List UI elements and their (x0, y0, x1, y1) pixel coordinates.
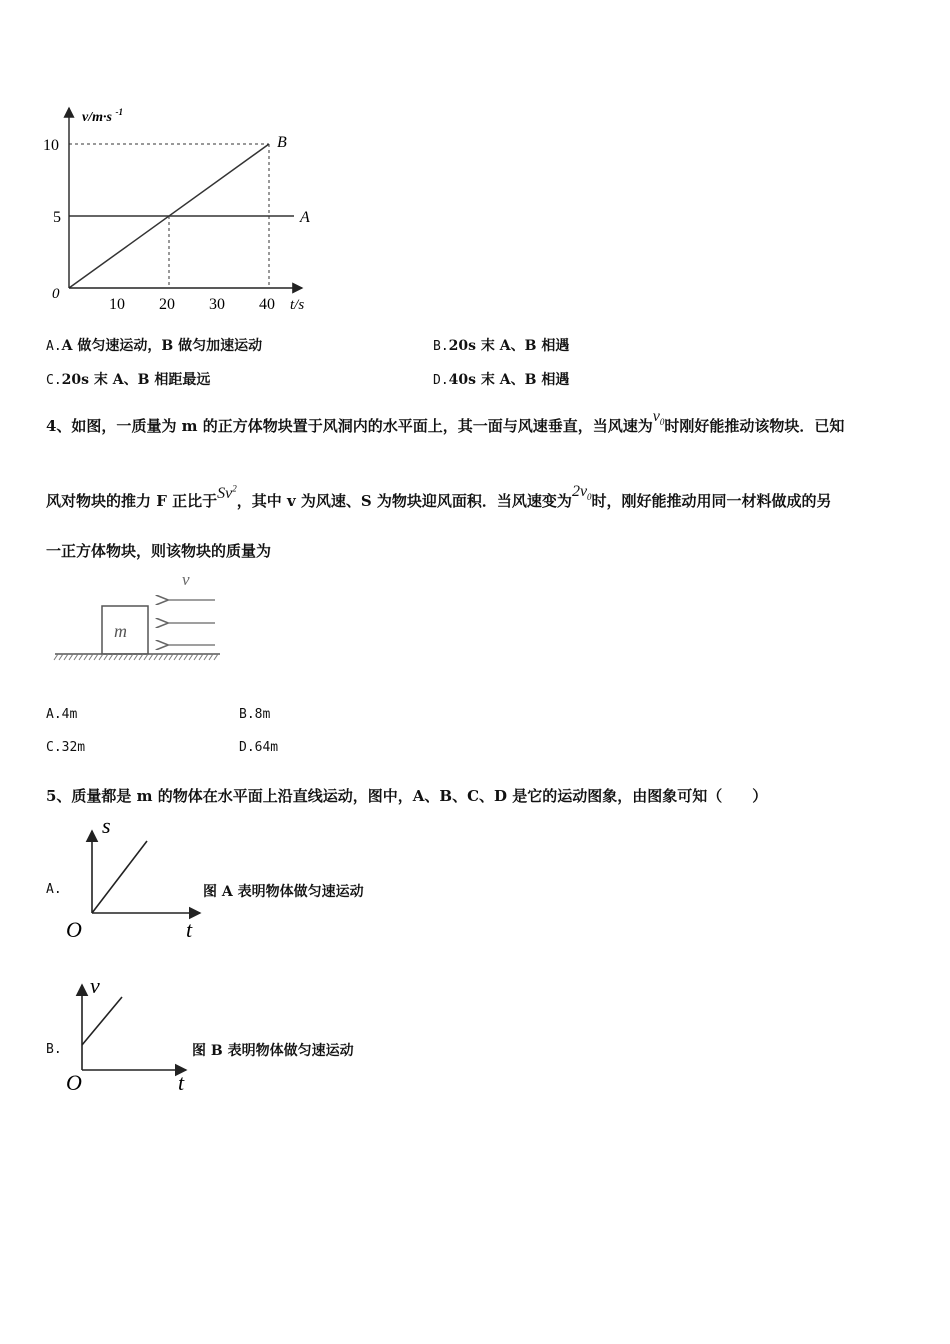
v0-symbol: $v_0$ (652, 408, 665, 428)
s-axis-label: s (102, 815, 111, 838)
x-axis-label: t/s (290, 297, 305, 313)
sv2-symbol: Sv$^2$ (217, 483, 237, 502)
q5-option-b-label[interactable]: B. (46, 1042, 62, 1057)
q3-option-a[interactable]: A.A 做匀速运动，B 做匀加速运动 (46, 338, 263, 354)
q4-option-c[interactable]: C.32m (46, 740, 86, 755)
ground-hatch (69, 654, 73, 660)
series-label-A: A (300, 209, 310, 226)
q4-option-d[interactable]: D.64m (239, 740, 279, 755)
ground-hatch (164, 654, 168, 660)
v-t-graph (62, 975, 202, 1095)
q5-stem: 5、质量都是 m 的物体在水平面上沿直线运动，图中，A、B、C、D 是它的运动图象，由图象可知（ ） (46, 787, 768, 805)
ground-hatch (134, 654, 138, 660)
origin-label: O (66, 1070, 82, 1095)
ground-hatch (144, 654, 148, 660)
ground-hatch (154, 654, 158, 660)
v-t-line (82, 997, 122, 1045)
ground-hatch (209, 654, 213, 660)
y-tick-label: 10 (43, 137, 59, 154)
s-t-line (92, 841, 147, 913)
ground-hatch (104, 654, 108, 660)
wind-block-figure (50, 568, 225, 666)
ground-hatch (169, 654, 173, 660)
q5-option-a-text: 图 A 表明物体做匀速运动 (203, 884, 364, 900)
q3-option-b[interactable]: B.20s 末 A、B 相遇 (433, 338, 570, 354)
origin-label: 0 (52, 286, 60, 302)
q4-stem-line3: 一正方体物块，则该物块的质量为 (46, 542, 272, 560)
origin-label: O (66, 917, 82, 942)
ground-hatch (64, 654, 68, 660)
y-tick-label: 5 (53, 209, 61, 226)
q4-option-b[interactable]: B.8m (239, 707, 271, 722)
ground-hatch (74, 654, 78, 660)
ground-hatch (204, 654, 208, 660)
ground-hatch (99, 654, 103, 660)
ground-hatch (159, 654, 163, 660)
ground-hatch (179, 654, 183, 660)
ground-hatch (194, 654, 198, 660)
ground-hatch (84, 654, 88, 660)
ground-hatch (139, 654, 143, 660)
t-axis-label: t (186, 917, 193, 942)
x-tick-label: 20 (159, 296, 175, 313)
y-axis-label: v/m·s $^{-1}$ (82, 107, 123, 125)
x-tick-label: 10 (109, 296, 125, 313)
block-mass-label: m (114, 621, 127, 641)
v-axis-label: v (90, 975, 100, 998)
ground-hatch (124, 654, 128, 660)
ground-hatch (184, 654, 188, 660)
ground-hatch (114, 654, 118, 660)
q4-option-a[interactable]: A.4m (46, 707, 78, 722)
q4-stem-line1: 4、如图，一质量为 m 的正方体物块置于风洞内的水平面上，其一面与风速垂直，当风速为$v_0$时刚好能推动该物块．已知 (46, 408, 845, 435)
ground-hatch (94, 654, 98, 660)
series-label-B: B (277, 134, 287, 151)
wind-speed-label: v (182, 570, 190, 589)
ground-hatch (119, 654, 123, 660)
q3-option-d[interactable]: D.40s 末 A、B 相遇 (433, 372, 570, 388)
ground-hatch (89, 654, 93, 660)
2v0-symbol: $2v_0$ (571, 483, 592, 503)
q4-stem-line2: 风对物块的推力 F 正比于Sv$^2$，其中 v 为风速、S 为物块迎风面积．当风速变为$2v_0$时，刚好能推动用同一材料做成的另 (46, 483, 832, 510)
ground-hatch (174, 654, 178, 660)
ground-hatch (149, 654, 153, 660)
s-t-graph (62, 815, 212, 945)
ground-hatch (109, 654, 113, 660)
vt-chart (40, 100, 330, 320)
ground-hatch (129, 654, 133, 660)
x-tick-label: 30 (209, 296, 225, 313)
q3-option-c[interactable]: C.20s 末 A、B 相距最远 (46, 372, 211, 388)
t-axis-label: t (178, 1070, 185, 1095)
ground-hatch (214, 654, 218, 660)
q5-option-b-text: 图 B 表明物体做匀速运动 (192, 1043, 354, 1059)
ground-hatch (79, 654, 83, 660)
q5-option-a-label[interactable]: A. (46, 882, 62, 897)
ground-hatch (59, 654, 63, 660)
y-axis-label-exponent: -1 (115, 107, 123, 117)
ground-hatch (199, 654, 203, 660)
x-tick-label: 40 (259, 296, 275, 313)
ground-hatch (189, 654, 193, 660)
ground-hatch (54, 654, 58, 660)
